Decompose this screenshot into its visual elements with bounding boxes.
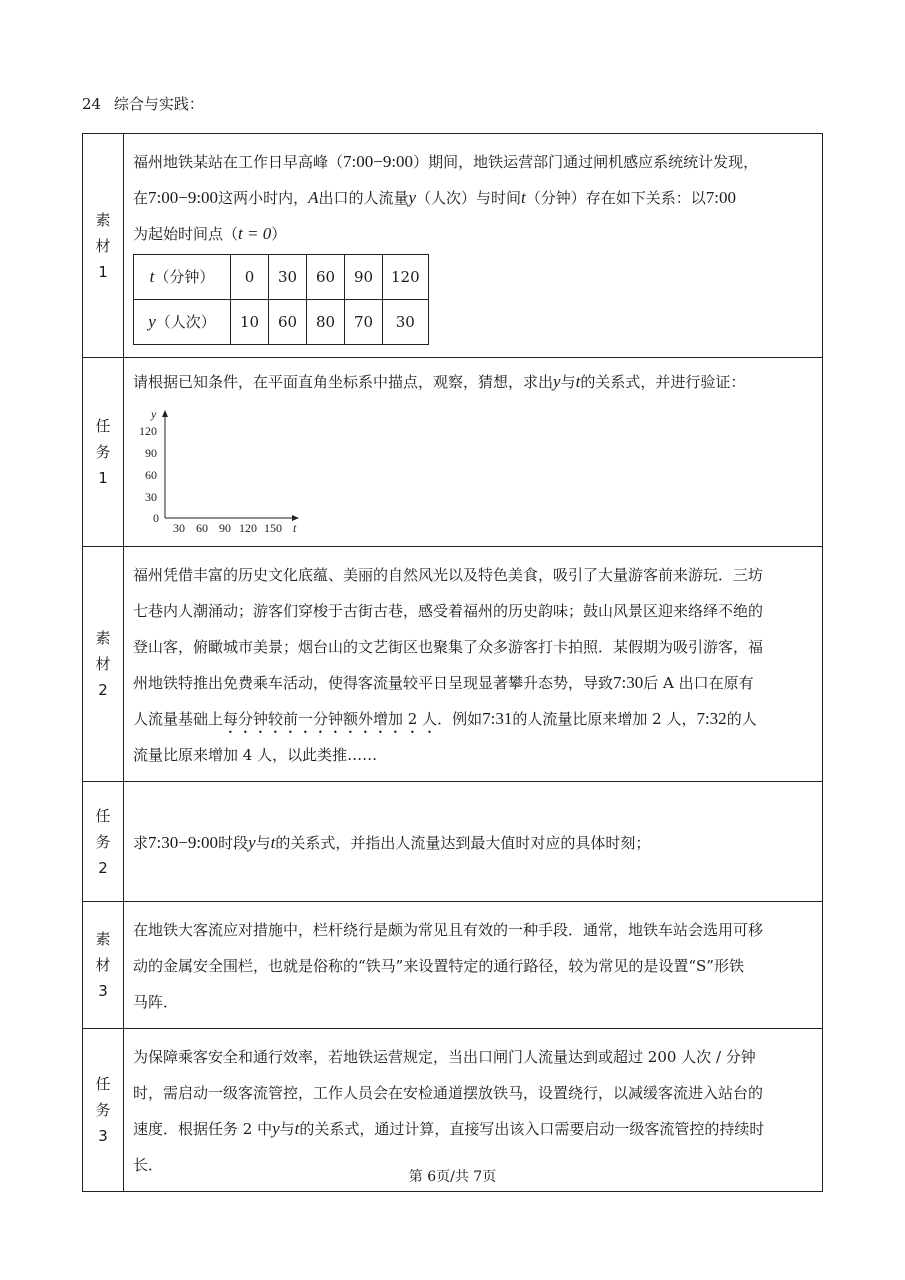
t-row-header: t（分钟） bbox=[134, 255, 231, 300]
y-tick-label: 60 bbox=[145, 468, 157, 482]
material-3-line: 动的金属安全围栏，也就是俗称的“铁马”来设置特定的通行路径，较为常见的是设置“S”形铁 bbox=[133, 957, 744, 975]
task-3-line: 为保障乘客安全和通行效率，若地铁运营规定，当出口闸门人流量达到或超过 200 人次 / 分钟 bbox=[133, 1048, 756, 1066]
y-value: 30 bbox=[383, 300, 429, 345]
material-1-line-1: 福州地铁某站在工作日早高峰（7:00−9:00）期间，地铁运营部门通过闸机感应系统统计发现， bbox=[133, 152, 759, 171]
t-y-data-table bbox=[133, 254, 429, 345]
task-2-row bbox=[83, 782, 823, 902]
y-value: 10 bbox=[231, 300, 269, 345]
material-1-row bbox=[83, 134, 823, 358]
y-tick-label: 90 bbox=[145, 446, 157, 460]
material-1-line-3: 为起始时间点（t = 0） bbox=[133, 224, 287, 243]
task-1-content bbox=[124, 358, 823, 547]
material-1-line-2: 在7:00−9:00这两小时内，A出口的人流量y（人次）与时间t（分钟）存在如下关系：以7:00 bbox=[133, 188, 737, 207]
t-value: 120 bbox=[383, 255, 429, 300]
y-axis-label: y bbox=[151, 407, 157, 421]
y-tick-label: 30 bbox=[145, 490, 157, 504]
x-tick-label: 60 bbox=[196, 521, 208, 535]
t-value: 0 bbox=[231, 255, 269, 300]
axes-svg bbox=[133, 406, 313, 536]
t-value: 90 bbox=[345, 255, 383, 300]
y-value: 60 bbox=[269, 300, 307, 345]
material-2-row bbox=[83, 547, 823, 782]
y-value: 80 bbox=[307, 300, 345, 345]
material-2-line: 登山客，俯瞰城市美景；烟台山的文艺街区也聚集了众多游客打卡拍照．某假期为吸引游客，福 bbox=[133, 638, 764, 656]
material-2-content bbox=[124, 547, 823, 782]
y-tick-label: 120 bbox=[139, 424, 157, 438]
x-tick-label: 90 bbox=[219, 521, 231, 535]
y-axis-arrow bbox=[162, 410, 168, 417]
material-1-content bbox=[124, 134, 823, 358]
task-3-line: 时，需启动一级客流管控，工作人员会在安检通道摆放铁马，设置绕行，以减缓客流进入站台的 bbox=[133, 1084, 764, 1102]
material-1-label: 素 材 1 bbox=[83, 134, 124, 358]
material-2-line: 七巷内人潮涌动；游客们穿梭于古街古巷，感受着福州的历史韵味；鼓山风景区迎来络绎不绝的 bbox=[133, 602, 764, 620]
material-2-line: 福州凭借丰富的历史文化底蕴、美丽的自然风光以及特色美食，吸引了大量游客前来游玩．三坊 bbox=[133, 566, 764, 584]
coordinate-axes bbox=[133, 406, 313, 536]
material-3-row bbox=[83, 902, 823, 1029]
t-value: 30 bbox=[269, 255, 307, 300]
task-3-line: 长． bbox=[133, 1156, 164, 1174]
question-heading bbox=[82, 93, 204, 114]
origin-label: 0 bbox=[153, 511, 159, 525]
task-2-content bbox=[124, 782, 823, 902]
y-row-header: y（人次） bbox=[134, 300, 231, 345]
x-tick-label: 120 bbox=[239, 521, 257, 535]
material-2-line: 流量比原来增加 4 人，以此类推…… bbox=[133, 746, 378, 764]
material-3-line: 在地铁大客流应对措施中，栏杆绕行是颇为常见且有效的一种手段．通常，地铁车站会选用可移 bbox=[133, 921, 764, 939]
task-1-label: 任 务 1 bbox=[83, 358, 124, 547]
material-2-line: 人流量基础上每分钟较前一分钟额外增加 2 人．例如7:31的人流量比原来增加 2 人，7:32的人 bbox=[133, 709, 757, 728]
t-value: 60 bbox=[307, 255, 345, 300]
material-3-label: 素 材 3 bbox=[83, 902, 124, 1029]
task-1-text: 请根据已知条件，在平面直角坐标系中描点，观察，猜想，求出y与t的关系式，并进行验证： bbox=[133, 372, 746, 391]
material-2-label: 素 材 2 bbox=[83, 547, 124, 782]
task-1-row bbox=[83, 358, 823, 547]
t-row bbox=[134, 255, 429, 300]
y-value: 70 bbox=[345, 300, 383, 345]
emphasized-text: 每分钟较前一分钟额外增加 2 人 bbox=[223, 710, 438, 728]
material-3-line: 马阵． bbox=[133, 993, 179, 1011]
question-title: 综合与实践： bbox=[113, 95, 204, 113]
x-tick-label: 150 bbox=[264, 521, 282, 535]
x-tick-label: 30 bbox=[173, 521, 185, 535]
material-3-content bbox=[124, 902, 823, 1029]
page-footer: 第 6页/共 7页 bbox=[408, 1169, 497, 1185]
problem-table bbox=[82, 133, 823, 1192]
task-3-line: 速度．根据任务 2 中y与t的关系式，通过计算，直接写出该入口需要启动一级客流管控的持续时 bbox=[133, 1119, 765, 1138]
y-row bbox=[134, 300, 429, 345]
task-2-label: 任 务 2 bbox=[83, 782, 124, 902]
x-axis-label: t bbox=[293, 521, 297, 535]
task-3-label: 任 务 3 bbox=[83, 1029, 124, 1192]
material-2-line: 州地铁特推出免费乘车活动，使得客流量较平日呈现显著攀升态势，导致7:30后 A 出口在原有 bbox=[133, 673, 754, 692]
question-number: 24 bbox=[82, 95, 102, 113]
task-2-text: 求7:30−9:00时段y与t的关系式，并指出人流量达到最大值时对应的具体时刻； bbox=[133, 832, 651, 852]
